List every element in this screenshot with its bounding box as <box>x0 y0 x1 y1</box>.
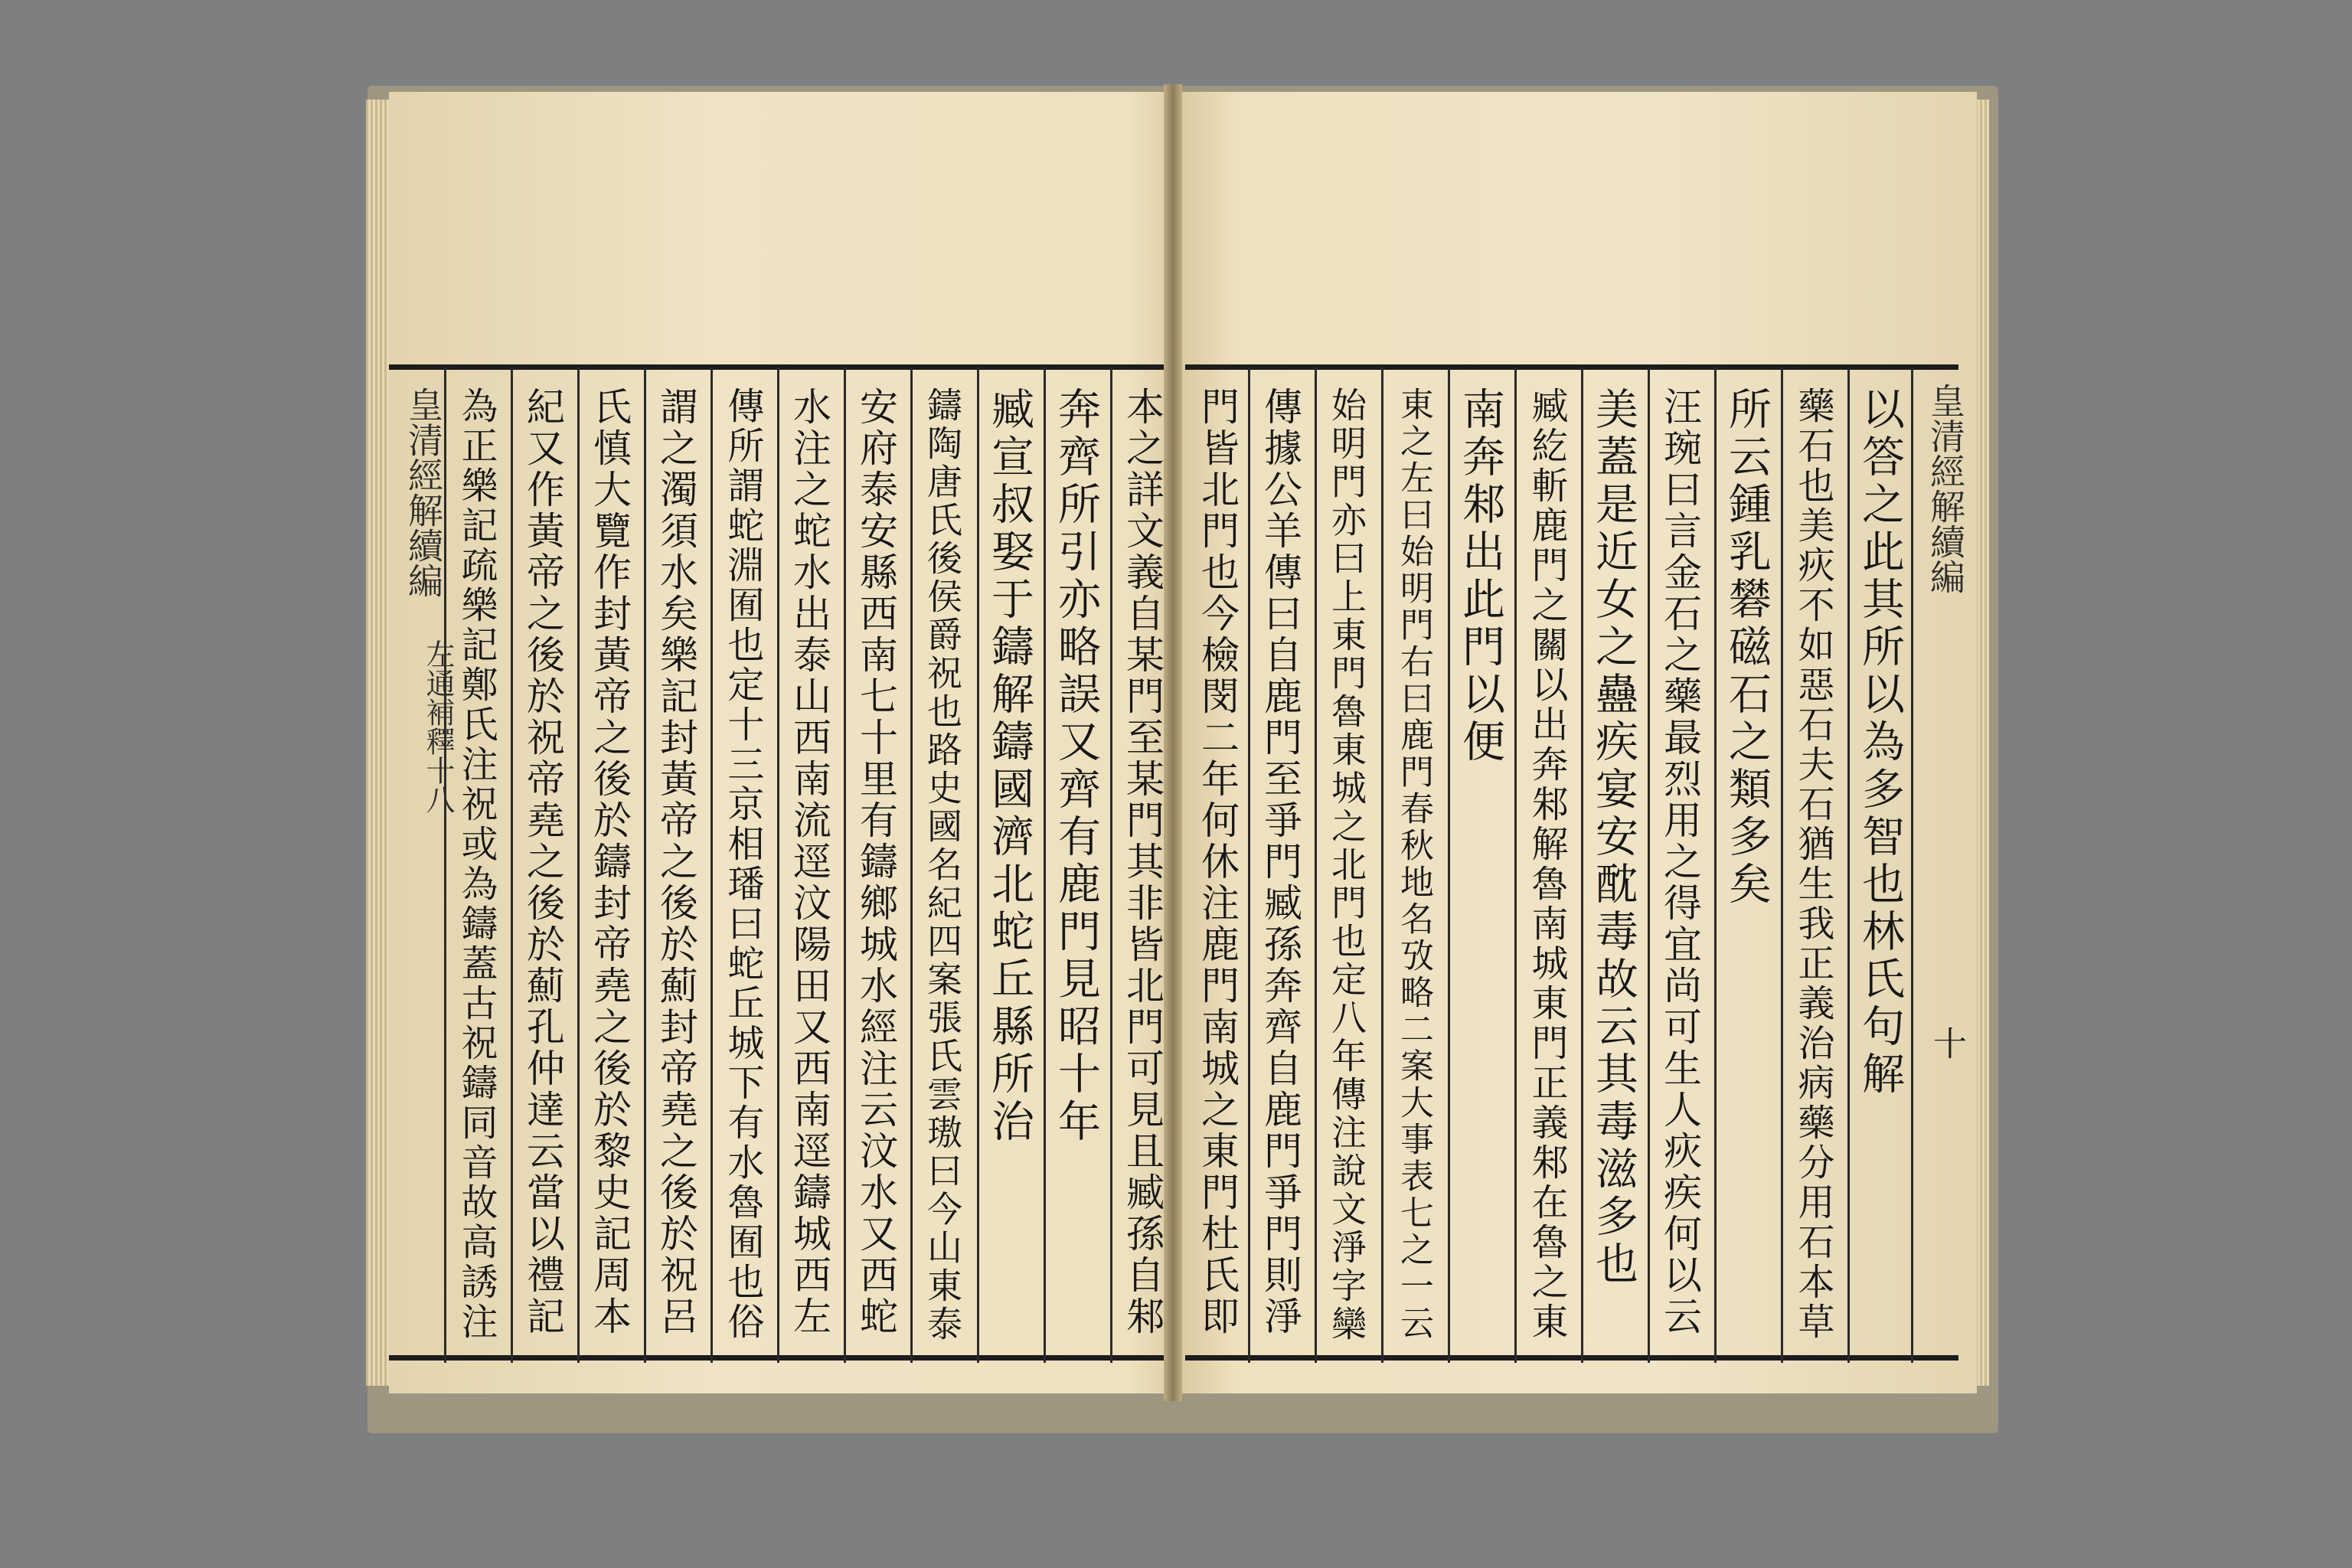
left-margin-title: 皇清經解續編 <box>403 387 444 598</box>
left-column-rule <box>1044 368 1046 1363</box>
text-column: 所云鍾乳礬磁石之類多矣 <box>1722 387 1772 909</box>
right-column-rule <box>1847 368 1850 1363</box>
text-column: 傳所謂蛇淵囿也定十三京相璠曰蛇丘城下有水魯囿也俗 <box>721 387 764 1342</box>
text-column: 水注之蛇水出泰山西南流逕汶陽田又西南逕鑄城西左 <box>787 387 831 1338</box>
right-column-rule <box>1315 368 1317 1363</box>
right-column-rule <box>1781 368 1783 1363</box>
text-column: 傳據公羊傳曰自鹿門至爭門臧孫奔齊自鹿門爭門則淨 <box>1258 387 1302 1338</box>
right-column-rule <box>1581 368 1583 1363</box>
folio-number: 十 <box>1927 1026 1966 1060</box>
right-column-rule <box>1448 368 1450 1363</box>
text-column: 門皆北門也今檢閔二年何休注鹿門南城之東門杜氏即 <box>1195 387 1240 1338</box>
text-column: 汪琬曰言金石之藥最烈用之得宜尚可生人疢疾何以云 <box>1658 387 1702 1338</box>
left-column-rule <box>910 368 913 1363</box>
right-column-rule <box>1248 368 1250 1363</box>
right-bottom-rule <box>1185 1355 1958 1361</box>
text-column: 本之詳文義自某門至某門其非皆北門可見且臧孫自邾 <box>1120 387 1165 1338</box>
page-edge-stack-left <box>366 100 389 1386</box>
left-column-rule <box>977 368 979 1363</box>
text-column: 紀又作黃帝之後於祝帝堯之後於薊孔仲達云當以禮記 <box>521 387 565 1338</box>
right-top-rule <box>1185 364 1958 370</box>
text-column: 始明門亦曰上東門魯東城之北門也定八年傳注說文淨字欒 <box>1326 387 1367 1344</box>
left-top-rule <box>389 364 1164 370</box>
left-column-rule <box>710 368 713 1363</box>
text-column: 臧宣叔娶于鑄解鑄國濟北蛇丘縣所治 <box>985 387 1034 1146</box>
left-column-rule <box>844 368 846 1363</box>
left-column-rule <box>577 368 580 1363</box>
left-margin-subtitle: 左通補釋十八 <box>421 639 455 814</box>
text-column: 東之左曰始明門右曰鹿門春秋地名攷略二案大事表七之一云 <box>1394 387 1433 1342</box>
text-column: 奔齊所引亦略誤又齊有鹿門見昭十年 <box>1051 387 1101 1146</box>
right-column-rule <box>1648 368 1650 1363</box>
text-column: 謂之濁須水矣樂記封黃帝之後於薊封帝堯之後於祝呂 <box>654 387 698 1338</box>
text-column: 安府泰安縣西南七十里有鑄鄉城水經注云汶水又西蛇 <box>854 387 898 1338</box>
right-column-rule <box>1714 368 1717 1363</box>
text-column: 氏慎大覽作封黃帝之後於鑄封帝堯之後於黎史記周本 <box>587 387 632 1338</box>
left-column-rule <box>777 368 779 1363</box>
left-column-rule <box>644 368 646 1363</box>
text-column: 以答之此其所以為多智也林氏句解 <box>1855 387 1905 1099</box>
right-column-rule <box>1381 368 1383 1363</box>
text-column: 為正樂記疏樂記鄭氏注祝或為鑄蓋古祝鑄同音故高誘注 <box>455 387 498 1342</box>
text-column: 藥石也美疢不如惡石夫石猶生我正義治病藥分用石本草 <box>1792 387 1834 1342</box>
text-column: 南奔邾出此門以便 <box>1455 387 1505 766</box>
text-column: 鑄陶唐氏後侯爵祝也路史國名紀四案張氏雲璈曰今山東泰 <box>922 387 963 1344</box>
right-column-rule <box>1911 368 1913 1363</box>
text-column: 臧紇斬鹿門之關以出奔邾解魯南城東門正義邾在魯之東 <box>1525 387 1568 1342</box>
left-column-rule <box>511 368 513 1363</box>
left-column-rule <box>1110 368 1112 1363</box>
left-bottom-rule <box>389 1355 1164 1361</box>
right-column-rule <box>1514 368 1517 1363</box>
right-margin-title: 皇清經解續編 <box>1925 383 1966 594</box>
text-column: 美蓋是近女之蠱疾宴安酖毒故云其毒滋多也 <box>1589 387 1638 1289</box>
